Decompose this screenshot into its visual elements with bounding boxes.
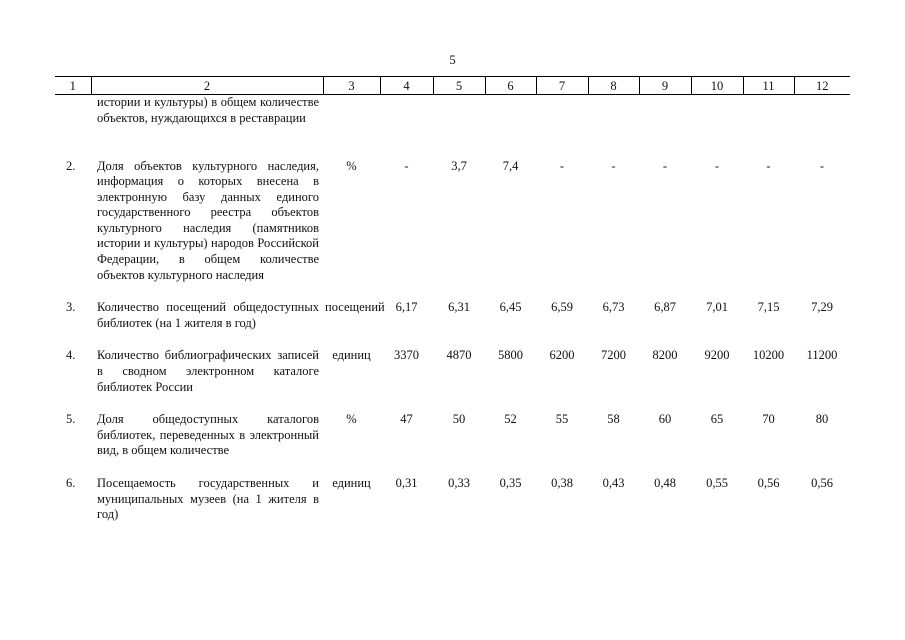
value-cell: 6,31 (448, 300, 470, 315)
value-cell: 6,73 (602, 300, 625, 315)
value-cell: 7,29 (811, 300, 833, 315)
value-cell: 9200 (704, 348, 730, 363)
value-cell (588, 95, 639, 159)
value-cell (743, 95, 794, 159)
value-cell: 0,48 (654, 476, 676, 490)
value-cell: 7,01 (706, 300, 728, 315)
row-number: 3. (66, 300, 76, 315)
value-cell: 6,87 (654, 300, 676, 315)
value-cell: - (559, 158, 565, 173)
column-header: 12 (794, 77, 850, 95)
table-row (55, 95, 850, 159)
value-cell: - (766, 158, 771, 173)
value-cell: - (662, 158, 668, 173)
value-cell: 11200 (806, 348, 838, 363)
column-header: 8 (588, 77, 639, 95)
value-cell: 0,56 (757, 476, 780, 490)
row-number (55, 95, 91, 159)
column-header: 6 (485, 77, 536, 95)
indicators-table (55, 76, 850, 523)
value-cell: 7,15 (757, 300, 780, 315)
value-cell: 0,35 (499, 476, 522, 490)
value-cell (794, 95, 850, 159)
column-header: 2 (91, 77, 323, 95)
unit-cell: единиц (332, 476, 371, 490)
value-cell: 4870 (446, 348, 472, 363)
value-cell: - (404, 158, 409, 173)
row-number: 2. (66, 158, 76, 173)
column-header: 9 (639, 77, 691, 95)
unit-cell: посещений (325, 300, 385, 315)
column-header: 5 (433, 77, 485, 95)
value-cell: 80 (815, 412, 829, 427)
table-header (55, 77, 850, 95)
value-cell: 0,56 (811, 476, 833, 490)
indicator-description: Количество посещений общедоступных библиотек (на 1 жителя в год) (97, 300, 319, 330)
table-body (55, 95, 850, 523)
value-cell (485, 95, 536, 159)
value-cell: 60 (658, 412, 672, 427)
value-cell: 65 (710, 412, 724, 427)
value-cell: 7,4 (502, 158, 519, 173)
value-cell: 0,55 (706, 476, 728, 490)
value-cell: 58 (607, 412, 620, 427)
column-header: 10 (691, 77, 743, 95)
table-row (55, 476, 850, 523)
column-header: 4 (380, 77, 433, 95)
value-cell: 5800 (498, 348, 523, 363)
value-cell: 0,33 (448, 476, 470, 490)
column-header: 3 (323, 77, 380, 95)
unit-cell: единиц (332, 348, 371, 363)
indicator-description: истории и культуры) в общем количестве объектов, нуждающихся в реставрации (97, 95, 319, 125)
value-cell: 8200 (652, 348, 678, 363)
value-cell (433, 95, 485, 159)
indicator-description: Количество библиографических записей в сводном электронном каталоге библиотек России (97, 348, 319, 394)
value-cell (639, 95, 691, 159)
value-cell (536, 95, 588, 159)
value-cell: 55 (555, 412, 569, 427)
indicator-description: Посещаемость государственных и муниципальных музеев (на 1 жителя в год) (97, 476, 319, 522)
indicator-description: Доля объектов культурного наследия, информация о которых внесена в электронную базу данных единого государственного реестра объектов культурного наследия (памятников истории и культуры) народов Российской Федерации, в общем количестве объектов культурного наследия (97, 158, 319, 282)
table-row (55, 412, 850, 476)
value-cell: 3370 (394, 348, 419, 363)
value-cell: 52 (504, 412, 517, 427)
table-row (55, 348, 850, 412)
unit-cell (323, 95, 380, 159)
table-row (55, 159, 850, 301)
value-cell: 70 (762, 412, 775, 427)
column-header: 11 (743, 77, 794, 95)
value-cell: - (714, 158, 720, 173)
value-cell: 6200 (549, 348, 575, 363)
row-number: 4. (66, 348, 76, 363)
value-cell: 6,45 (499, 300, 522, 315)
unit-cell: % (346, 158, 357, 173)
value-cell: 50 (452, 412, 466, 427)
value-cell: 3,7 (451, 158, 467, 173)
row-number: 6. (66, 476, 76, 490)
page-number: 5 (449, 53, 456, 67)
column-header: 1 (55, 77, 91, 95)
value-cell: 0,31 (395, 476, 418, 490)
value-cell: - (819, 158, 825, 173)
value-cell (691, 95, 743, 159)
table-row (55, 300, 850, 348)
value-cell: 0,43 (602, 476, 625, 490)
value-cell: 6,59 (551, 300, 573, 315)
value-cell: 7200 (601, 348, 626, 363)
value-cell: - (611, 158, 616, 173)
value-cell: 0,38 (551, 476, 573, 490)
column-header: 7 (536, 77, 588, 95)
indicator-description: Доля общедоступных каталогов библиотек, переведенных в электронный вид, в общем количестве (97, 412, 319, 458)
value-cell: 10200 (752, 348, 785, 363)
row-number: 5. (66, 412, 76, 427)
value-cell: 47 (400, 412, 413, 427)
unit-cell: % (346, 412, 357, 427)
value-cell: 6,17 (395, 300, 418, 315)
value-cell (380, 95, 433, 159)
